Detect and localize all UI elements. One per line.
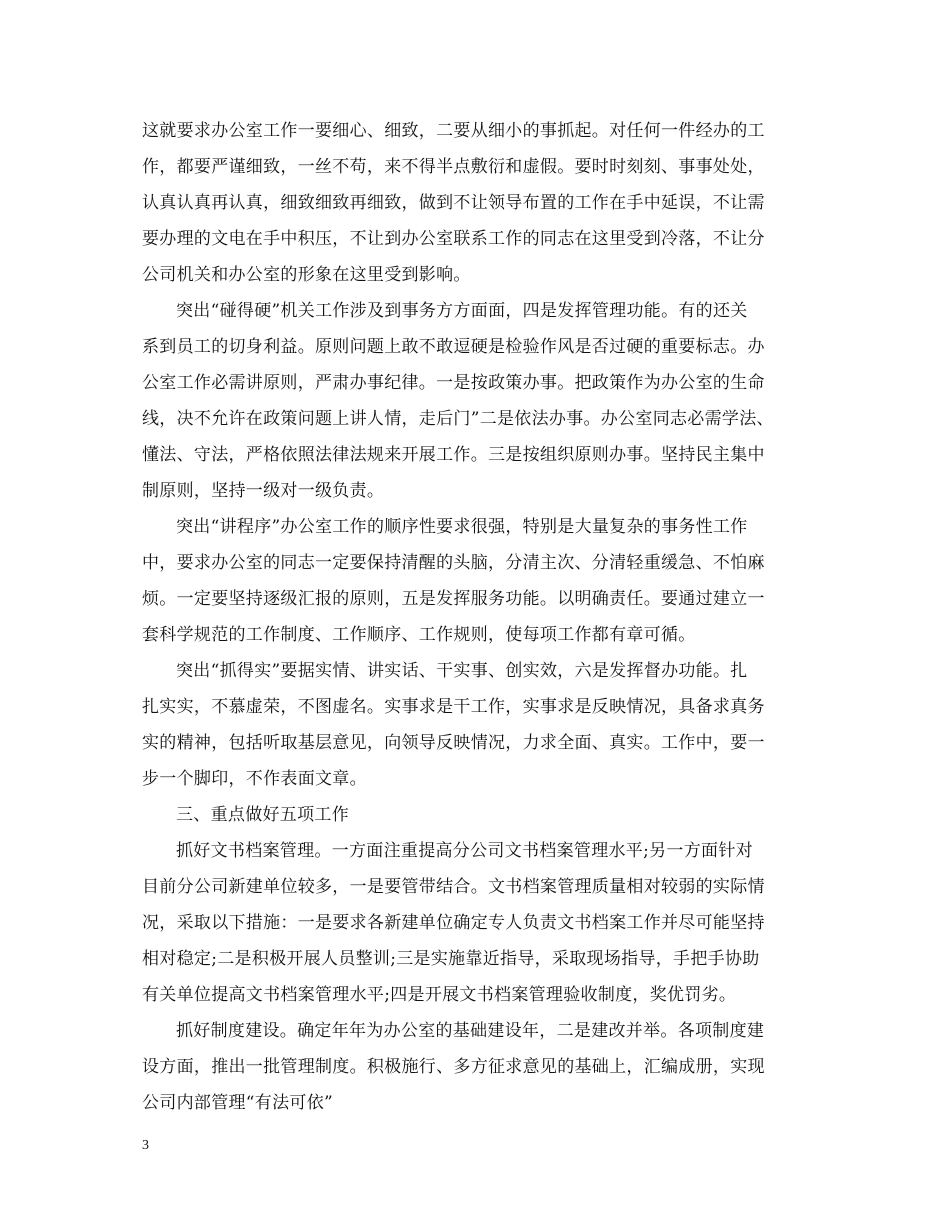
text-line: 系到员工的切身利益。原则问题上敢不敢逗硬是检验作风是否过硬的重要标志。办 xyxy=(142,337,765,357)
text-line: 烦。一定要坚持逐级汇报的原则，五是发挥服务功能。以明确责任。要通过建立一 xyxy=(142,589,765,609)
text-line: 公室工作必需讲原则，严肃办事纪律。一是按政策办事。把政策作为办公室的生命 xyxy=(142,373,765,393)
text-line: 这就要求办公室工作一要细心、细致，二要从细小的事抓起。对任何一件经办的工 xyxy=(142,121,765,141)
text-line: 公司内部管理“有法可依” xyxy=(142,1093,333,1113)
text-line: 有关单位提高文书档案管理水平;四是开展文书档案管理验收制度，奖优罚劣。 xyxy=(142,985,737,1005)
text-line: 目前分公司新建单位较多，一是要管带结合。文书档案管理质量相对较弱的实际情 xyxy=(142,877,765,897)
text-line: 设方面，推出一批管理制度。积极施行、多方征求意见的基础上，汇编成册，实现 xyxy=(142,1057,765,1077)
text-line: 扎实实，不慕虚荣，不图虚名。实事求是干工作，实事求是反映情况，具备求真务 xyxy=(142,697,765,717)
document-body xyxy=(142,113,817,1121)
text-line: 实的精神，包括听取基层意见，向领导反映情况，力求全面、真实。工作中，要一 xyxy=(142,733,765,753)
text-line: 步一个脚印，不作表面文章。 xyxy=(142,769,367,789)
text-line: 抓好制度建设。确定年年为办公室的基础建设年，二是建改并举。各项制度建 xyxy=(176,1021,765,1041)
text-line: 况，采取以下措施：一是要求各新建单位确定专人负责文书档案工作并尽可能坚持 xyxy=(142,913,765,933)
text-line: 突出“碰得硬”机关工作涉及到事务方方面面，四是发挥管理功能。有的还关 xyxy=(176,301,748,321)
text-line: 抓好文书档案管理。一方面注重提高分公司文书档案管理水平;另一方面针对 xyxy=(176,841,753,861)
text-line: 线，决不允许在政策问题上讲人情，走后门”二是依法办事。办公室同志必需学法、 xyxy=(142,409,774,429)
text-line: 公司机关和办公室的形象在这里受到影响。 xyxy=(142,265,471,285)
text-line: 制原则，坚持一级对一级负责。 xyxy=(142,481,385,501)
page-number: 3 xyxy=(142,1138,149,1153)
text-line: 作，都要严谨细致，一丝不苟，来不得半点敷衍和虚假。要时时刻刻、事事处处， xyxy=(142,157,765,177)
text-line: 突出“抓得实”要据实情、讲实话、干实事、创实效，六是发挥督办功能。扎 xyxy=(176,661,748,681)
text-line: 突出“讲程序”办公室工作的顺序性要求很强，特别是大量复杂的事务性工作 xyxy=(176,517,748,537)
text-line: 套科学规范的工作制度、工作顺序、工作规则，使每项工作都有章可循。 xyxy=(142,625,696,645)
text-line: 要办理的文电在手中积压，不让到办公室联系工作的同志在这里受到冷落，不让分 xyxy=(142,229,765,249)
text-line: 三、重点做好五项工作 xyxy=(176,805,349,825)
text-line: 相对稳定;二是积极开展人员整训;三是实施靠近指导，采取现场指导，手把手协助 xyxy=(142,949,760,969)
text-line: 认真认真再认真，细致细致再细致，做到不让领导布置的工作在手中延误，不让需 xyxy=(142,193,765,213)
text-line: 中，要求办公室的同志一定要保持清醒的头脑，分清主次、分清轻重缓急、不怕麻 xyxy=(142,553,765,573)
text-line: 懂法、守法，严格依照法律法规来开展工作。三是按组织原则办事。坚持民主集中 xyxy=(142,445,765,465)
